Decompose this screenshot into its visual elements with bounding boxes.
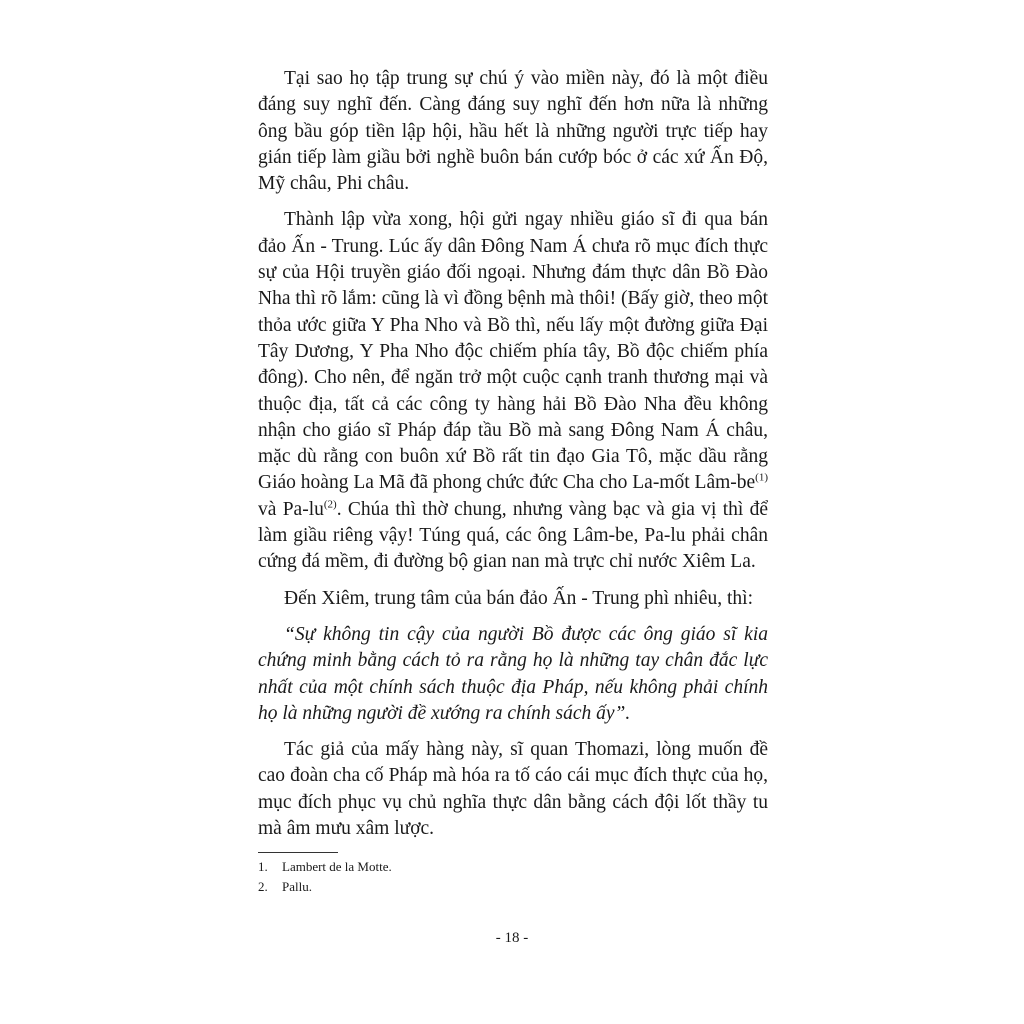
footnote-divider: [258, 852, 338, 853]
paragraph-2-text-a: Thành lập vừa xong, hội gửi ngay nhiều giáo sĩ đi qua bán đảo Ấn - Trung. Lúc ấy dân Đông Nam Á chưa rõ mục đích thực sự của Hội truyền giáo đối ngoại. Nhưng đám thực dân Bồ Đào Nha thì rõ lắm: cũng là vì đồng bệnh mà thôi! (Bấy giờ, theo một thỏa ước giữa Y Pha Nho và Bồ thì, nếu lấy một đường giữa Đại Tây Dương, Y Pha Nho độc chiếm phía tây, Bồ độc chiếm phía đông). Cho nên, để ngăn trở một cuộc cạnh tranh thương mại và thuộc địa, tất cả các công ty hàng hải Bồ Đào Nha đều không nhận cho giáo sĩ Pháp đáp tầu Bồ mà sang Đông Nam Á châu, mặc dù rằng con buôn xứ Bồ rất tin đạo Gia Tô, mặc dầu rằng Giáo hoàng La Mã đã phong chức đức Cha cho La-mốt Lâm-be: [258, 209, 768, 494]
paragraph-3: Đến Xiêm, trung tâm của bán đảo Ấn - Trung phì nhiêu, thì:: [284, 587, 754, 609]
paragraph-2-text-c: . Chúa thì thờ chung, nhưng vàng bạc và gia vị thì để làm giầu riêng vậy! Túng quá, các ông Lâm-be, Pa-lu phải chân cứng đá mềm, đi đường bộ gian nan mà trực chỉ nước Xiêm La.: [258, 498, 768, 573]
paragraph-2: [258, 207, 768, 575]
paragraph-2-text-b: và Pa-lu: [258, 498, 324, 520]
footnote-text: Pallu.: [282, 879, 312, 894]
body-text: [258, 66, 768, 852]
footnote-1: [258, 857, 768, 877]
paragraph-5: Tác giả của mấy hàng này, sĩ quan Thomazi, lòng muốn đề cao đoàn cha cố Pháp mà hóa ra tố cáo cái mục đích thực của họ, mục đích phục vụ chủ nghĩa thực dân bằng cách đội lốt thầy tu mà âm mưu xâm lược.: [258, 739, 768, 840]
footnotes: [258, 852, 768, 897]
footnote-number: 1.: [258, 859, 268, 874]
paragraph-1: Tại sao họ tập trung sự chú ý vào miền này, đó là một điều đáng suy nghĩ đến. Càng đáng suy nghĩ đến hơn nữa là những ông bầu góp tiền lập hội, hầu hết là những người trực tiếp hay gián tiếp làm giầu bởi nghề buôn bán cướp bóc ở các xứ Ấn Độ, Mỹ châu, Phi châu.: [258, 68, 768, 195]
quotation: “Sự không tin cậy của người Bồ được các ông giáo sĩ kia chứng minh bằng cách tỏ ra rằng họ là những tay chân đắc lực nhất của một chính sách thuộc địa Pháp, nếu không phải chính họ là những người đề xướng ra chính sách ấy”.: [258, 623, 768, 724]
footnote-2: [258, 877, 768, 897]
footnote-ref-2: (2): [323, 498, 337, 511]
footnote-ref-1: (1): [755, 471, 768, 484]
footnote-number: 2.: [258, 879, 268, 894]
page-number: - 18 -: [495, 930, 529, 946]
footnote-text: Lambert de la Motte.: [282, 859, 392, 874]
